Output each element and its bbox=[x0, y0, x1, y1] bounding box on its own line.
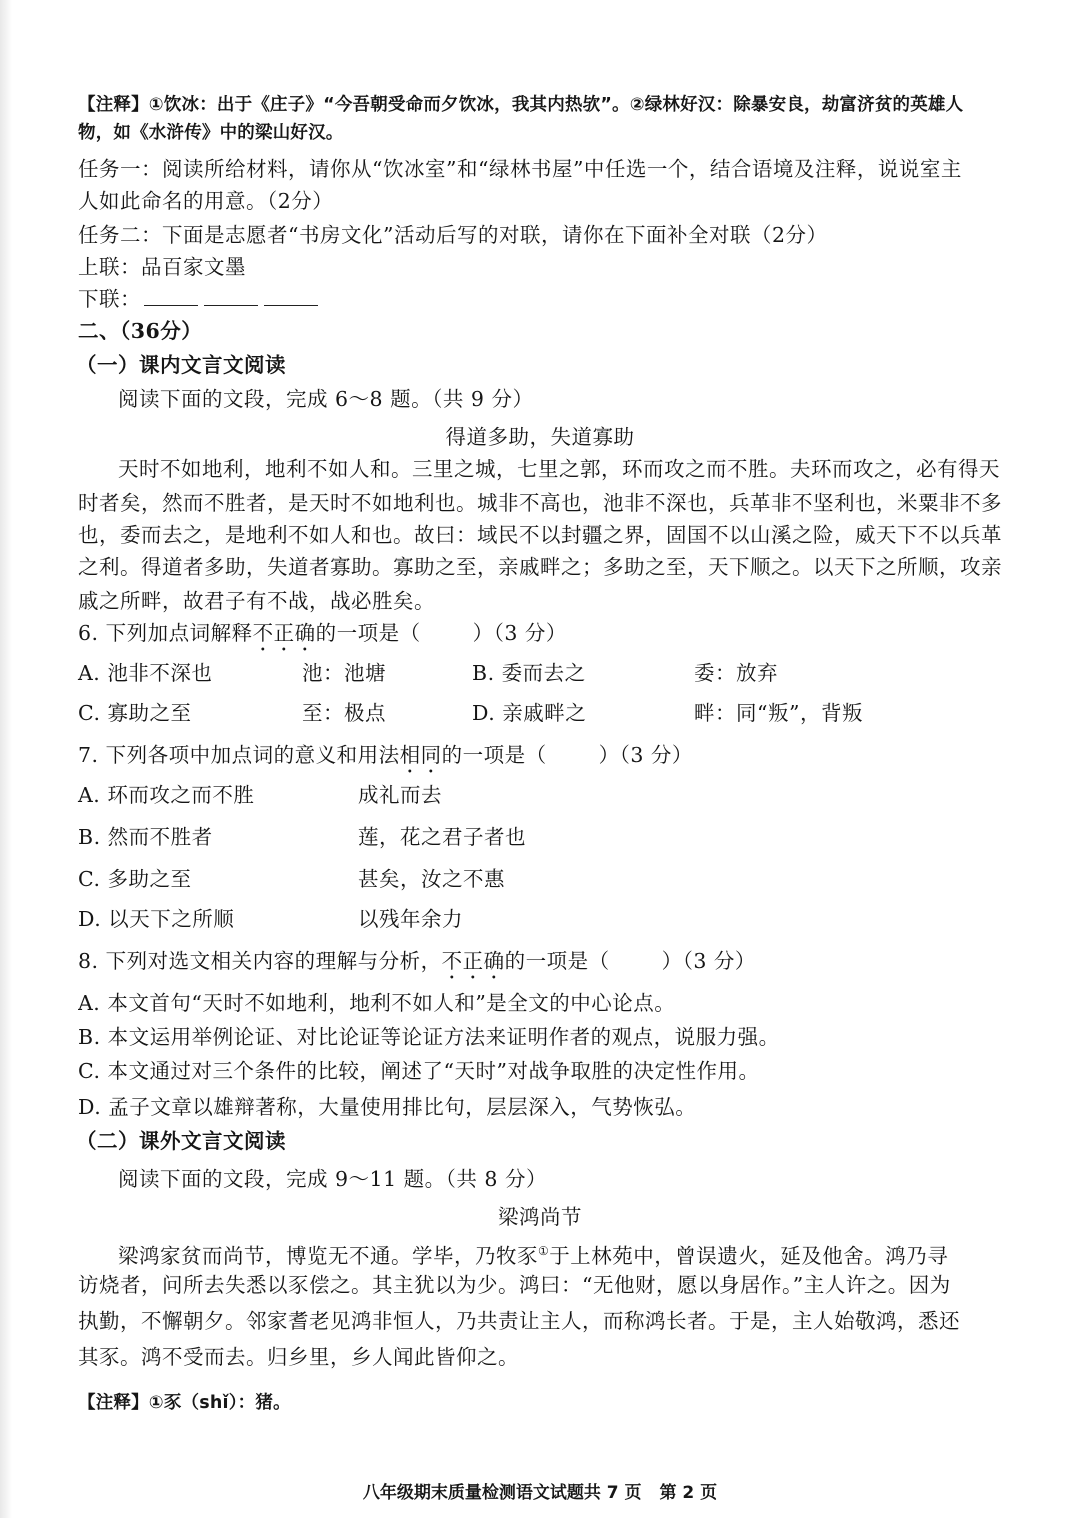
q8-score: ）（3 分） bbox=[661, 949, 756, 973]
q7-stem bbox=[78, 738, 1008, 778]
part1-instruction: 阅读下面的文段，完成 6～8 题。（共 9 分） bbox=[118, 387, 534, 411]
q7-option-b-left: B. 然而不胜者 bbox=[78, 825, 213, 849]
couplet-lower bbox=[78, 282, 1008, 316]
passage1-line: 时者矣，然而不胜者，是天时不如地利也。城非不高也，池非不深也，兵革非不坚利也，米粟非不多 bbox=[78, 491, 1002, 515]
part2-instruction: 阅读下面的文段，完成 9～11 题。（共 8 分） bbox=[118, 1167, 547, 1191]
q6-option-c-gloss: 至：极点 bbox=[302, 701, 386, 725]
q6-option-d-gloss: 畔：同“叛”，背叛 bbox=[694, 701, 863, 725]
footer-exam-title: 八年级期末质量检测语文试题共 7 页 bbox=[362, 1483, 642, 1503]
q6-score: ）（3 分） bbox=[472, 621, 567, 645]
q6-option-a: A. 池非不深也 bbox=[78, 661, 213, 685]
part2-heading: （二）课外文言文阅读 bbox=[76, 1129, 286, 1153]
q7-option-b-right: 莲，花之君子者也 bbox=[358, 825, 526, 849]
q7-emphasis: 相同 bbox=[399, 743, 442, 767]
answer-blank-2[interactable] bbox=[204, 285, 258, 306]
page-footer bbox=[0, 1478, 1080, 1503]
q6-option-b: B. 委而去之 bbox=[472, 661, 586, 685]
passage2-text-cont: 于上林苑中，曾误遗火，延及他舍。鸿乃寻 bbox=[549, 1243, 949, 1268]
footnote-marker: ① bbox=[538, 1244, 550, 1258]
q6-emphasis: 不正确 bbox=[252, 621, 316, 645]
passage1-line: 戚之所畔，故君子有不战，战必胜矣。 bbox=[78, 589, 435, 613]
q8-option-b: B. 本文运用举例论证、对比论证等论证方法来证明作者的观点，说服力强。 bbox=[78, 1025, 780, 1049]
passage2-title: 梁鸿尚节 bbox=[498, 1205, 582, 1229]
scan-edge-shadow bbox=[0, 0, 12, 1518]
passage2-line: 执勤，不懈朝夕。邻家耆老见鸿非恒人，乃共责让主人，而称鸿长者。于是，主人始敬鸿，悉还 bbox=[78, 1309, 960, 1333]
q8-stem-text-2: 的一项是（ bbox=[504, 949, 610, 973]
q6-stem-text-2: 的一项是（ bbox=[315, 621, 421, 645]
q8-option-d: D. 孟子文章以雄辩著称，大量使用排比句，层层深入，气势恢弘。 bbox=[78, 1095, 697, 1119]
passage2-line bbox=[118, 1234, 1048, 1273]
q8-emphasis: 不正确 bbox=[441, 949, 505, 973]
task1-line-1: 任务一：阅读所给材料，请你从“饮冰室”和“绿林书屋”中任选一个，结合语境及注释，说说室主 bbox=[78, 157, 962, 181]
q7-option-d-left: D. 以天下之所顺 bbox=[78, 907, 235, 931]
q7-stem-text: 7. 下列各项中加点词的意义和用法 bbox=[78, 743, 400, 767]
q8-stem bbox=[78, 944, 1008, 984]
task1-line-2: 人如此命名的用意。（2分） bbox=[78, 189, 334, 213]
passage1-line: 也，委而去之，是地利不如人和也。故曰：域民不以封疆之界，固国不以山溪之险，威天下不以兵革 bbox=[78, 523, 1002, 547]
section-heading: 二、（36分） bbox=[78, 319, 203, 343]
passage2-line: 其豕。鸿不受而去。归乡里，乡人闻此皆仰之。 bbox=[78, 1345, 519, 1369]
q7-option-c-left: C. 多助之至 bbox=[78, 867, 192, 891]
task2-line-1: 任务二：下面是志愿者“书房文化”活动后写的对联，请你在下面补全对联（2分） bbox=[78, 223, 828, 247]
annotation-line-1: 【注释】①饮冰：出于《庄子》“今吾朝受命而夕饮冰，我其内热欤”。②绿林好汉：除暴安良，劫富济贫的英雄人 bbox=[78, 95, 964, 115]
q6-option-b-gloss: 委：放弃 bbox=[694, 661, 778, 685]
q6-option-a-gloss: 池：池塘 bbox=[302, 661, 386, 685]
q7-stem-text-2: 的一项是（ bbox=[441, 743, 547, 767]
passage1-line: 之利。得道者多助，失道者寡助。寡助之至，亲戚畔之；多助之至，天下顺之。以天下之所顺，攻亲 bbox=[78, 555, 1002, 579]
q7-option-a-left: A. 环而攻之而不胜 bbox=[78, 783, 255, 807]
couplet-upper: 上联：品百家文墨 bbox=[78, 255, 246, 279]
q7-option-a-right: 成礼而去 bbox=[358, 783, 442, 807]
q6-option-c: C. 寡助之至 bbox=[78, 701, 192, 725]
q8-stem-text: 8. 下列对选文相关内容的理解与分析， bbox=[78, 949, 442, 973]
q6-stem-text: 6. 下列加点词解释 bbox=[78, 621, 253, 645]
q7-option-d-right: 以残年余力 bbox=[358, 907, 463, 931]
passage2-annotation: 【注释】①豕（shǐ）：猪。 bbox=[78, 1393, 291, 1413]
couplet-lower-label: 下联： bbox=[78, 287, 141, 311]
q8-option-a: A. 本文首句“天时不如地利，地利不如人和”是全文的中心论点。 bbox=[78, 991, 676, 1015]
passage2-line: 访烧者，问所去失悉以豕偿之。其主犹以为少。鸿曰：“无他财，愿以身居作。”主人许之。因为 bbox=[78, 1273, 951, 1297]
q7-option-c-right: 甚矣，汝之不惠 bbox=[358, 867, 505, 891]
answer-blank-3[interactable] bbox=[264, 285, 318, 306]
part1-heading: （一）课内文言文阅读 bbox=[76, 353, 286, 377]
q6-stem bbox=[78, 616, 1008, 656]
footer-page-number: 第 2 页 bbox=[659, 1483, 718, 1503]
answer-blank-1[interactable] bbox=[144, 285, 198, 306]
annotation-line-2: 物，如《水浒传》中的梁山好汉。 bbox=[78, 123, 344, 143]
q8-option-c: C. 本文通过对三个条件的比较，阐述了“天时”对战争取胜的决定性作用。 bbox=[78, 1059, 760, 1083]
q7-score: ）（3 分） bbox=[598, 743, 693, 767]
passage1-line: 天时不如地利，地利不如人和。三里之城，七里之郭，环而攻之而不胜。夫环而攻之，必有得天 bbox=[118, 457, 1000, 481]
passage1-title: 得道多助，失道寡助 bbox=[445, 425, 635, 449]
q6-option-d: D. 亲戚畔之 bbox=[472, 701, 587, 725]
passage2-text: 梁鸿家贫而尚节，博览无不通。学毕，乃牧豕 bbox=[118, 1243, 538, 1268]
